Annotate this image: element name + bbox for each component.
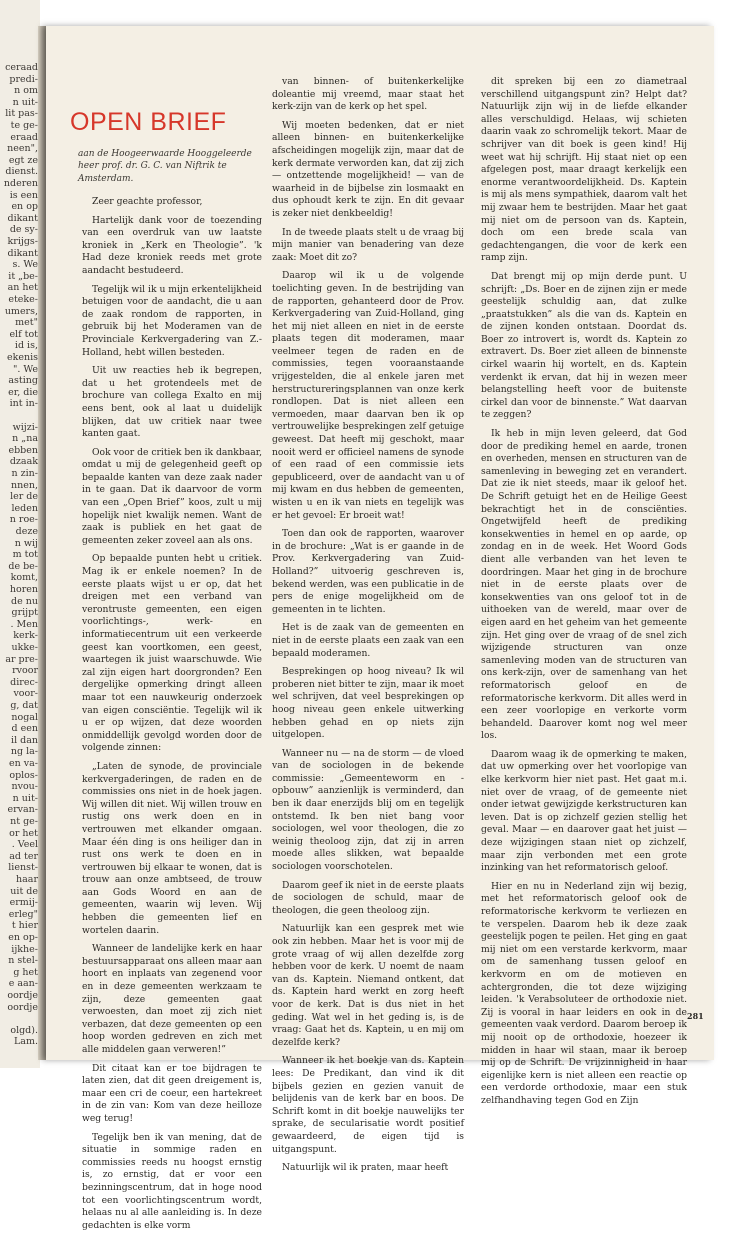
paragraph: Dat brengt mij op mijn derde punt. U schrijft: „Ds. Boer en de zijnen zijn er mede geestelijk schuldig aan, dat zulke „praatstukken” als die van ds. Kaptein en de zijnen konden ontstaan. Doordat ds. Boer zo introvert is, wordt ds. Kaptein zo extravert. Ds. Boer ziet alleen de binnenste cirkel waarin hij wortelt, en ds. Kaptein verdenkt ik ervan, dat hij in wezen meer belangstelling heeft voor de buitenste cirkel dan voor de binnenste.” Wat daarvan te zeggen? [481,270,687,421]
previous-page-line: n zin- [11,468,38,479]
previous-page-line: kerk- [13,630,38,642]
previous-page-line: il dan [11,734,38,746]
previous-page-line: nnen, [11,479,38,491]
previous-page-line: . Men [10,618,38,630]
paragraph: Het is de zaak van de gemeenten en niet in de eerste plaats een zaak van een bepaald moderamen. [272,622,464,659]
paragraph: Op bepaalde punten hebt u critiek. Mag ik er enkele noemen? In de eerste plaats wijst u er op, dat het dreigen met een verband van verontruste gemeenten, een eigen voorlichtings-, werk- en informatiecentrum uit een verkeerde geest kan voortkomen, een geest, waartegen ik juist waarschuwde. Wie zal zijn eigen hart doorgronden? Een dergelijke opmerking dringt alleen maar tot een nauwkeurig onderzoek van eigen consciëntie. Tegelijk wil ik u er op wijzen, dat deze woorden onmiddellijk gevolgd worden door de volgende zinnen: [82,553,262,754]
paragraph: van binnen- of buitenkerkelijke doleantie mij vreemd, maar staat het kerk-zijn van de kerk op het spel. [272,76,464,113]
previous-page-line: de nu [11,595,38,607]
page-number: 281 [687,1011,704,1021]
paragraph: Wanneer ik het boekje van ds. Kaptein lees: De Predikant, dan vind ik dit bijbels gezien en gezien vanuit de belijdenis van de kerk bar en boos. De Schrift komt in dit boekje nauwelijks ter sprake, de secularisatie wordt positief gewaardeerd, de eigen tijd is uitgangspunt. [272,1055,464,1155]
text-column-3 [481,76,687,1114]
paragraph: Natuurlijk wil ik praten, maar heeft [282,1162,449,1174]
previous-page-line: predi- [9,73,38,85]
previous-page-line: ervan- [7,804,38,816]
previous-page-line: ad ter [9,850,38,862]
paragraph: Toen dan ook de rapporten, waarover in de brochure: „Wat is er gaande in de Prov. Kerkvergadering van Zuid-Holland?” uitvoerig geschreven is, bekend werden, was een publicatie in de pers de enige mogelijkheid om de gemeenten in te lichten. [272,528,464,615]
previous-page-line: ar pre- [5,653,38,665]
previous-page-line: d een [11,723,38,735]
paragraph: Wanneer nu — na de storm — de vloed van de sociologen in de bekende commissie: „Gemeenteworm en -opbouw” aanzienlijk is verminderd, dan ben ik daar enerzijds blij om en tegelijk ontstemd. Ik ben niet bang voor sociologen, wel voor theologen, die zo weinig theoloog zijn, dat zij in arren moede alles slikken, wat bepaalde sociologen voorschotelen. [272,747,464,873]
previous-page-line: lit pas- [5,108,38,120]
previous-page-line: n roe- [9,514,38,526]
paragraph: Uit uw reacties heb ik begrepen, dat u het grotendeels met de brochure van collega Exalto en mij eens bent, ook al laat u duidelijk blijken, dat uw critiek naar twee kanten gaat. [82,365,262,440]
previous-page-line: n wij [14,537,38,549]
paragraph: Hartelijk dank voor de toezending van een overdruk van uw laatste kroniek in „Kerk en Theologie”. 'k Had deze kroniek reeds met grote aandacht bestudeerd. [82,214,262,276]
previous-page-line: n stel- [8,955,38,967]
previous-page-line: n om [14,85,38,97]
previous-page-line: n uit- [12,96,38,108]
previous-page-line: id is, [14,340,38,352]
previous-page-line: ceraad [5,62,38,73]
previous-page-line: nvou- [11,781,38,793]
previous-page-line: ler de [10,491,38,503]
previous-page-line: haar [16,874,38,885]
previous-page-line: m tot [12,549,38,561]
previous-page-line: int in- [9,398,38,410]
paragraph: Daarop wil ik u de volgende toelichting geven. In de bestrijding van de rapporten, gehanteerd door de Prov. Kerkvergadering van Zuid-Holland, ging het mij niet alleen en niet in de eerste plaats tegen dit moderamen, maar veelmeer tegen de raden en de commissies, tegen vooraanstaande vrijgestelden, die al enkele jaren met herstructureringsplannen van onze kerk rondlopen. Dat is niet alleen een vermoeden, maar daarvan ben ik op vertrouwelijke besprekingen zelf getuige geweest. Dat heeft mij geschokt, maar nooit werd er officieel namens de synode of een raad of een commissie iets gepubliceerd, over de aandacht van u of mij kwam en dus hebben de gemeenten, wisten u en ik van niets en tegelijk was er het gevoel: Er broeit wat! [272,270,464,521]
paragraph: dit spreken bij een zo diametraal verschillend uitgangspunt zin? Helpt dat? Natuurlijk zijn wij in de liefde elkander alles verschuldigd. Helaas, wij schieten daarin vaak zo schromelijk tekort. Maar de schrijver van dit boek is geen kind! Hij weet wat hij schrijft. Hij staat niet op een afgelegen post, maar draagt kerkelijk een enorme verantwoordelijkheid. Ds. Kaptein is mij als mens sympathiek, daarom valt het mij zwaar hem te bestrijden. Maar het gaat mij niet om de persoon van ds. Kaptein, doch om een brede scala van gedachtengangen, die voor de kerk een ramp zijn. [481,76,687,264]
previous-page-line: uit de [10,885,38,897]
previous-page-line: komt, [10,572,38,584]
previous-page-line: rvoor [12,665,38,677]
previous-page-line: n „na [12,433,38,445]
previous-page-line: it „be- [8,270,38,282]
previous-page-line: nderen [3,178,38,189]
paragraph: Besprekingen op hoog niveau? Ik wil proberen niet bitter te zijn, maar ik moet wel schrijven, dat veel besprekingen op hoog niveau geen enkele uitwerking hebben gehad en op niets zijn uitgelopen. [272,666,464,741]
previous-page-line: ijkhe- [11,943,38,955]
previous-page-line: olgd). [10,1024,38,1036]
previous-page-line: direc- [10,676,38,688]
previous-page-line: krijgs- [7,236,38,247]
previous-page-line: oordje [7,990,38,1001]
previous-page-line: grijpt [11,607,38,619]
previous-page-line: . Veel [11,839,38,851]
previous-page-line: met" [15,317,38,329]
previous-page-line: eteke- [8,294,38,305]
dedication: aan de Hoogeerwaarde Hooggeleerde heer prof. dr. G. C. van Niftrik te Amsterdam. [78,149,252,184]
previous-page-line: is een [9,189,38,201]
previous-page-line: nt ge- [10,816,38,827]
previous-page-line: t hier [11,920,38,932]
paragraph: Natuurlijk kan een gesprek met wie ook zin hebben. Maar het is voor mij de grote vraag of wij allen dezelfde zorg hebben voor de kerk. U noemt de naam van ds. Kaptein. Niemand ontkent, dat ds. Kaptein hard werkt en zorg heeft voor de kerk. Dat is dus niet in het geding. Wat wel in het geding is, is de vraag: Gaat het ds. Kaptein, u en mij om dezelfde kerk? [272,923,464,1048]
previous-page-line: nogal [11,711,38,723]
previous-page-line: eraad [10,131,38,143]
previous-page-line: de be- [8,560,38,572]
previous-page-line: egt ze [8,154,38,166]
paragraph: „Laten de synode, de provinciale kerkvergaderingen, de raden en de commissies ons niet in de hoek jagen. Wij willen dit niet. Wij willen trouw en rustig ons werk doen en in vertrouwen met elkander omgaan. Maar één ding is ons heiliger dan in rust ons werk te doen en in vertrouwen bij elkaar te wonen, dat is trouw aan onze ambtseed, de trouw aan Gods Woord en aan de gemeenten, waarin wij leven. Wij hebben die gemeenten lief en wortelen daarin. [82,760,262,936]
previous-page-line: ng la- [10,746,38,758]
paragraph: Zeer geachte professor, [92,196,203,207]
previous-page-line: dienst. [5,166,38,178]
previous-page-line: ukke- [11,642,38,653]
previous-page-line: voor- [13,688,38,700]
previous-page-line: en op- [8,932,38,943]
previous-page-line: oplos- [9,769,38,781]
previous-page-line: asting [8,375,38,387]
previous-page-line: g, dat [10,700,38,711]
previous-page-line: deze [15,526,38,537]
text-column-1 [82,196,262,1238]
previous-page-line: oordje [7,1001,38,1013]
previous-page-line: umers, [4,305,38,317]
paragraph: Wij moeten bedenken, dat er niet alleen binnen- en buitenkerkelijke afscheidingen mogelijk zijn, maar dat de kerk dermate verworden kan, dat zij zich — ontzettende mogelijkheid! — van de waarheid in de bijbelse zin losmaakt en dus ophoudt kerk te zijn. En dit gevaar is zeker niet denkbeeldig! [272,119,464,219]
paragraph: Tegelijk ben ik van mening, dat de situatie in sommige raden en commissies reeds nu hoogst ernstig is, zo ernstig, dat er voor een bezinningscentrum, dat in hoge nood tot een voorlichtingscentrum wordt, helaas nu al alle aanleiding is. In deze gedachten is elke vorm [82,1131,262,1231]
previous-page-line: dzaak [9,456,38,468]
previous-page-line: e aan- [8,978,38,990]
previous-page-line: s. We [12,259,38,271]
article-title: OPEN BRIEF [70,108,227,136]
previous-page-line: g het [13,966,38,978]
previous-page-line: elf tot [9,328,38,340]
paragraph: Tegelijk wil ik u mijn erkentelijkheid betuigen voor de aandacht, die u aan de zaak rondom de rapporten, in gebruik bij het Moderamen van de Provinciale Kerkvergadering van Z.-Holland, hebt willen besteden. [82,283,262,358]
previous-page-line: wijzi- [12,421,38,433]
previous-page-line: n uit- [12,792,38,804]
previous-page-line: er, die [8,386,38,398]
paragraph: Wanneer de landelijke kerk en haar bestuursapparaat ons alleen maar aan hoort en inplaats van zegenend voor en in deze gemeenten werkzaam te zijn, deze gemeenten gaat verwoesten, dan moet zij zich niet verbazen, dat deze gemeenten op een hoop worden gedreven en zich met alle middelen gaan verweren!” [82,943,262,1055]
previous-page-line: horen [9,584,38,595]
paragraph: Ook voor de critiek ben ik dankbaar, omdat u mij de gelegenheid geeft op bepaalde kanten van deze zaak nader in te gaan. Dat ik daarvoor de vorm van een „Open Brief” koos, zult u mij hopelijk niet kwalijk nemen. Want de zaak is publiek en het gaat de gemeenten zeker zoveel aan als ons. [82,446,262,546]
previous-page-line: or het [9,827,38,839]
paragraph: Daarom waag ik de opmerking te maken, dat uw opmerking over het voorlopige van elke kerkvorm hier niet past. Het gaat m.i. niet over de vraag, of de gemeente niet onder ietwat gewijzigde kerkstructuren kan leven. Dat is op zichzelf gezien stellig het geval. Maar — en daarover gaat het juist — deze wijzigingen staan niet op zichzelf, maar zijn verbonden met een grote inzinking van het reformatorisch geloof. [481,748,687,874]
previous-page-line: ebben [8,444,38,456]
previous-page-line: neen", [7,143,38,155]
previous-page-line: dikant [7,247,38,259]
paragraph: In de tweede plaats stelt u de vraag bij mijn manier van benadering van deze zaak: Moet dit zo? [272,226,464,263]
text-column-2 [272,76,464,1181]
previous-page-edge [0,0,40,1068]
previous-page-line: de sy- [9,224,38,236]
previous-page-line: ". We [12,363,38,375]
previous-page-line: Lam. [13,1036,38,1048]
paragraph: Hier en nu in Nederland zijn wij bezig, met het reformatorisch geloof ook de reformatorische kerkvorm te verliezen en te verspelen. Daarom heb ik deze zaak geestelijk pogen te peilen. Het ging en gaat mij niet om een verstarde kerkvorm, maar om de samenhang tussen geloof en kerkvorm en om de motieven en achtergronden, die tot deze wijziging leiden. 'k Verabsoluteer de orthodoxie niet. Zij is vooral in haar leiders en ook in de gemeenten vaak verdord. Daarom beroep ik mij nooit op de orthodoxie, hoezeer ik midden in haar wil staan, maar ik beroep mij op de Schrift. De vrijzinnigheid in haar eigenlijke kern is niet alleen een reactie op een verdorde orthodoxie, maar een stuk zelfhandhaving tegen God en Zijn [481,880,687,1106]
previous-page-line: en va- [8,758,38,769]
previous-page-line: erleg" [8,908,38,920]
previous-page-line: ermij- [9,897,38,909]
previous-page-line: lienst- [8,862,38,874]
previous-page-line: en op [11,201,38,213]
previous-page-line: ekenis [6,352,38,363]
previous-page-line: an het [7,282,38,294]
paragraph: Dit citaat kan er toe bijdragen te laten zien, dat dit geen dreigement is, maar een cri de coeur, een hartekreet in de zin van: Kom van deze heilloze weg terug! [82,1062,262,1124]
previous-page-line: leden [11,502,38,514]
previous-page-line: dikant [7,212,38,224]
previous-page-line: te ge- [10,120,38,131]
paragraph: Ik heb in mijn leven geleerd, dat God door de prediking hemel en aarde, tronen en overheden, mensen en structuren van de samenleving in beweging zet en verandert. Dat zie ik niet steeds, maar ik geloof het. De Schrift getuigt het en de Heilige Geest bekrachtigt het in de consciënties. Ongetwijfeld heeft de prediking konsekwenties in hemel en op aarde, op zondag en in de week. Het Woord Gods dient alle verbanden van het leven te doordringen. Maar het ging in de brochure niet in de eerste plaats over de konsekwenties van ons geloof tot in de uithoeken van de wereld, maar over de eigen aard en het geheim van het gemeente zijn. Het ging over de vraag of de snel zich wijzigende structuren van onze samenleving moden van de structuren van ons kerk-zijn, over de samenhang van het reformatorisch geloof en de reformatorische kerkvorm. Dit alles werd in een zeer voorlopige en verkorte vorm behandeld. Daarover komt nog wel meer los. [481,428,687,742]
paragraph: Daarom geef ik niet in de eerste plaats de sociologen de schuld, maar de theologen, die geen theoloog zijn. [272,879,464,916]
